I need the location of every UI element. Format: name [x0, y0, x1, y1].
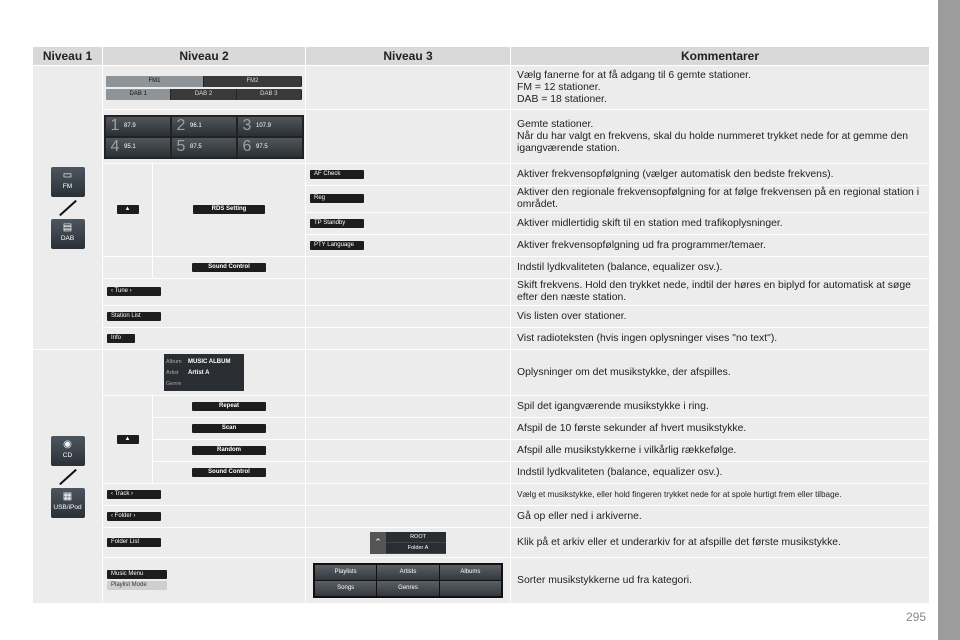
- table-row: [33, 306, 930, 328]
- table-row: [33, 528, 930, 558]
- fm-source-button[interactable]: [51, 167, 85, 197]
- station-list-button[interactable]: Station List: [107, 312, 161, 321]
- header-level1: Niveau 1: [33, 47, 103, 66]
- presets-cell: [103, 110, 306, 164]
- category-songs[interactable]: Songs: [315, 581, 376, 596]
- album-info-box: Album MUSIC ALBUM Artist Artist A Genre: [164, 354, 244, 391]
- menu-table: [32, 46, 930, 604]
- header-comments: Kommentarer: [511, 47, 930, 66]
- category-albums[interactable]: Albums: [440, 565, 501, 580]
- preset-5[interactable]: 5 87.5: [172, 138, 236, 157]
- random-button[interactable]: Random: [192, 446, 266, 455]
- comment-media-sound: Indstil lydkvaliteten (balance, equalizer osv.).: [511, 462, 930, 484]
- dab-source-button[interactable]: [51, 219, 85, 249]
- table-row: [33, 396, 930, 418]
- divider-slash: [59, 199, 77, 215]
- fm-tabs: [106, 76, 302, 87]
- tp-standby-button[interactable]: TP Standby: [310, 219, 364, 228]
- table-row: [33, 257, 930, 279]
- comment-media-info: Oplysninger om det musikstykke, der afspilles.: [511, 350, 930, 396]
- comment-folder-list: Klik på et arkiv eller et underarkiv for at afspille det første musikstykke.: [511, 528, 930, 558]
- comment-station-list: Vis listen over stationer.: [511, 306, 930, 328]
- cd-source-button[interactable]: [51, 436, 85, 466]
- table-row: [33, 66, 930, 110]
- track-label: Track: [114, 490, 130, 497]
- usb-icon: ▦: [62, 490, 73, 502]
- af-check-button[interactable]: AF Check: [310, 170, 364, 179]
- radio-level1-cell: [33, 66, 103, 350]
- preset-4[interactable]: 4 95.1: [106, 138, 170, 157]
- category-grid: [313, 563, 503, 598]
- media-up-button[interactable]: ▲: [117, 435, 139, 444]
- disc-icon: ◉: [63, 438, 72, 450]
- table-row: [33, 164, 930, 186]
- preset-grid: [104, 115, 304, 159]
- preset-3[interactable]: 3 107.9: [238, 117, 302, 136]
- preset-6[interactable]: 6 97.5: [238, 138, 302, 157]
- tune-button[interactable]: ‹ Tune ›: [107, 287, 161, 296]
- preset-1[interactable]: 1 87.9: [106, 117, 170, 136]
- repeat-button[interactable]: Repeat: [192, 402, 266, 411]
- comment-info: Vist radioteksten (hvis ingen oplysninger vises "no text").: [511, 328, 930, 350]
- category-playlists[interactable]: Playlists: [315, 565, 376, 580]
- radio-up-button[interactable]: ▲: [117, 205, 139, 214]
- comment-presets: Gemte stationer. Når du har valgt en frekvens, skal du holde nummeret trykket nede for at gemme den igangværende station.: [511, 110, 930, 164]
- table-row: [33, 350, 930, 396]
- page-edge-strip: [938, 0, 960, 640]
- comment-folder: Gå op eller ned i arkiverne.: [511, 506, 930, 528]
- tab-fm1[interactable]: FM1: [106, 76, 204, 87]
- preset-2[interactable]: 2 96.1: [172, 117, 236, 136]
- info-button[interactable]: Info: [107, 334, 135, 343]
- page-number: 295: [905, 610, 926, 624]
- comment-reg: Aktiver den regionale frekvensopfølgning for at følge frekvensen på en regional station i området.: [511, 186, 930, 213]
- reg-button[interactable]: Reg: [310, 194, 364, 203]
- tab-fm2[interactable]: FM2: [204, 76, 302, 87]
- folder-list-button[interactable]: Folder List: [107, 538, 161, 547]
- comment-tune: Skift frekvens. Hold den trykket nede, indtil der høres en biplyd for automatisk at søge efter den næste station.: [511, 279, 930, 306]
- scan-button[interactable]: Scan: [192, 424, 266, 433]
- album-info-cell: [103, 350, 306, 396]
- table-row: [33, 328, 930, 350]
- comment-track: Vælg et musikstykke, eller hold fingeren trykket nede for at spole hurtigt frem eller tilbage.: [511, 484, 930, 506]
- comment-af: Aktiver frekvensopfølgning (vælger automatisk den bedste frekvens).: [511, 164, 930, 186]
- comment-sound: Indstil lydkvaliteten (balance, equalizer osv.).: [511, 257, 930, 279]
- media-level1-cell: [33, 350, 103, 604]
- comment-scan: Afspil de 10 første sekunder af hvert musikstykke.: [511, 418, 930, 440]
- header-level2: Niveau 2: [103, 47, 306, 66]
- table-row: [33, 440, 930, 462]
- folder-label: Folder: [114, 512, 132, 519]
- cd-label: CD: [62, 451, 73, 459]
- folder-button[interactable]: ‹ Folder ›: [107, 512, 161, 521]
- dab-tabs: [106, 89, 302, 100]
- category-genres[interactable]: Genres: [377, 581, 438, 596]
- track-button[interactable]: ‹ Track ›: [107, 490, 161, 499]
- table-row: [33, 279, 930, 306]
- usb-source-button[interactable]: [51, 488, 85, 518]
- band-tabs-cell: [103, 66, 306, 110]
- rds-setting-button[interactable]: RDS Setting: [193, 205, 265, 214]
- folder-a-item[interactable]: Folder A: [386, 543, 446, 554]
- table-row: [33, 462, 930, 484]
- fm-label: FM: [62, 182, 73, 190]
- dab-label: DAB: [60, 234, 75, 242]
- category-artists[interactable]: Artists: [377, 565, 438, 580]
- tab-dab1[interactable]: DAB 1: [106, 89, 171, 100]
- table-row: [33, 484, 930, 506]
- sound-control-button[interactable]: Sound Control: [192, 263, 266, 272]
- table-header: [33, 47, 930, 66]
- comment-categories: Sorter musikstykkerne ud fra kategori.: [511, 558, 930, 604]
- folder-up-icon[interactable]: ⌃: [370, 532, 386, 554]
- media-sound-control-button[interactable]: Sound Control: [192, 468, 266, 477]
- table-row: [33, 558, 930, 604]
- header-level3: Niveau 3: [306, 47, 511, 66]
- radio-icon: ▭: [62, 169, 73, 181]
- folder-root-item[interactable]: ROOT: [386, 532, 446, 543]
- pty-language-button[interactable]: PTY Language: [310, 241, 364, 250]
- dab-icon: ▤: [62, 221, 73, 233]
- tune-label: Tune: [114, 288, 129, 295]
- table-row: [33, 110, 930, 164]
- comment-tp: Aktiver midlertidig skift til en station med trafikoplysninger.: [511, 213, 930, 235]
- tab-dab3[interactable]: DAB 3: [237, 89, 302, 100]
- usb-label: USB/iPod: [53, 503, 82, 511]
- comment-random: Afspil alle musikstykkerne i vilkårlig rækkefølge.: [511, 440, 930, 462]
- table-row: [33, 506, 930, 528]
- comment-pty: Aktiver frekvensopfølgning ud fra programmer/temaer.: [511, 235, 930, 257]
- folder-browser: [370, 532, 446, 554]
- table-row: [33, 418, 930, 440]
- comment-repeat: Spil det igangværende musikstykke i ring.: [511, 396, 930, 418]
- divider-slash: [59, 468, 77, 484]
- playlist-mode-button[interactable]: Playlist Mode: [107, 581, 167, 590]
- tab-dab2[interactable]: DAB 2: [171, 89, 236, 100]
- comment-tabs: Vælg fanerne for at få adgang til 6 gemte stationer. FM = 12 stationer. DAB = 18 stationer.: [511, 66, 930, 110]
- music-menu-button[interactable]: Music Menu: [107, 570, 167, 579]
